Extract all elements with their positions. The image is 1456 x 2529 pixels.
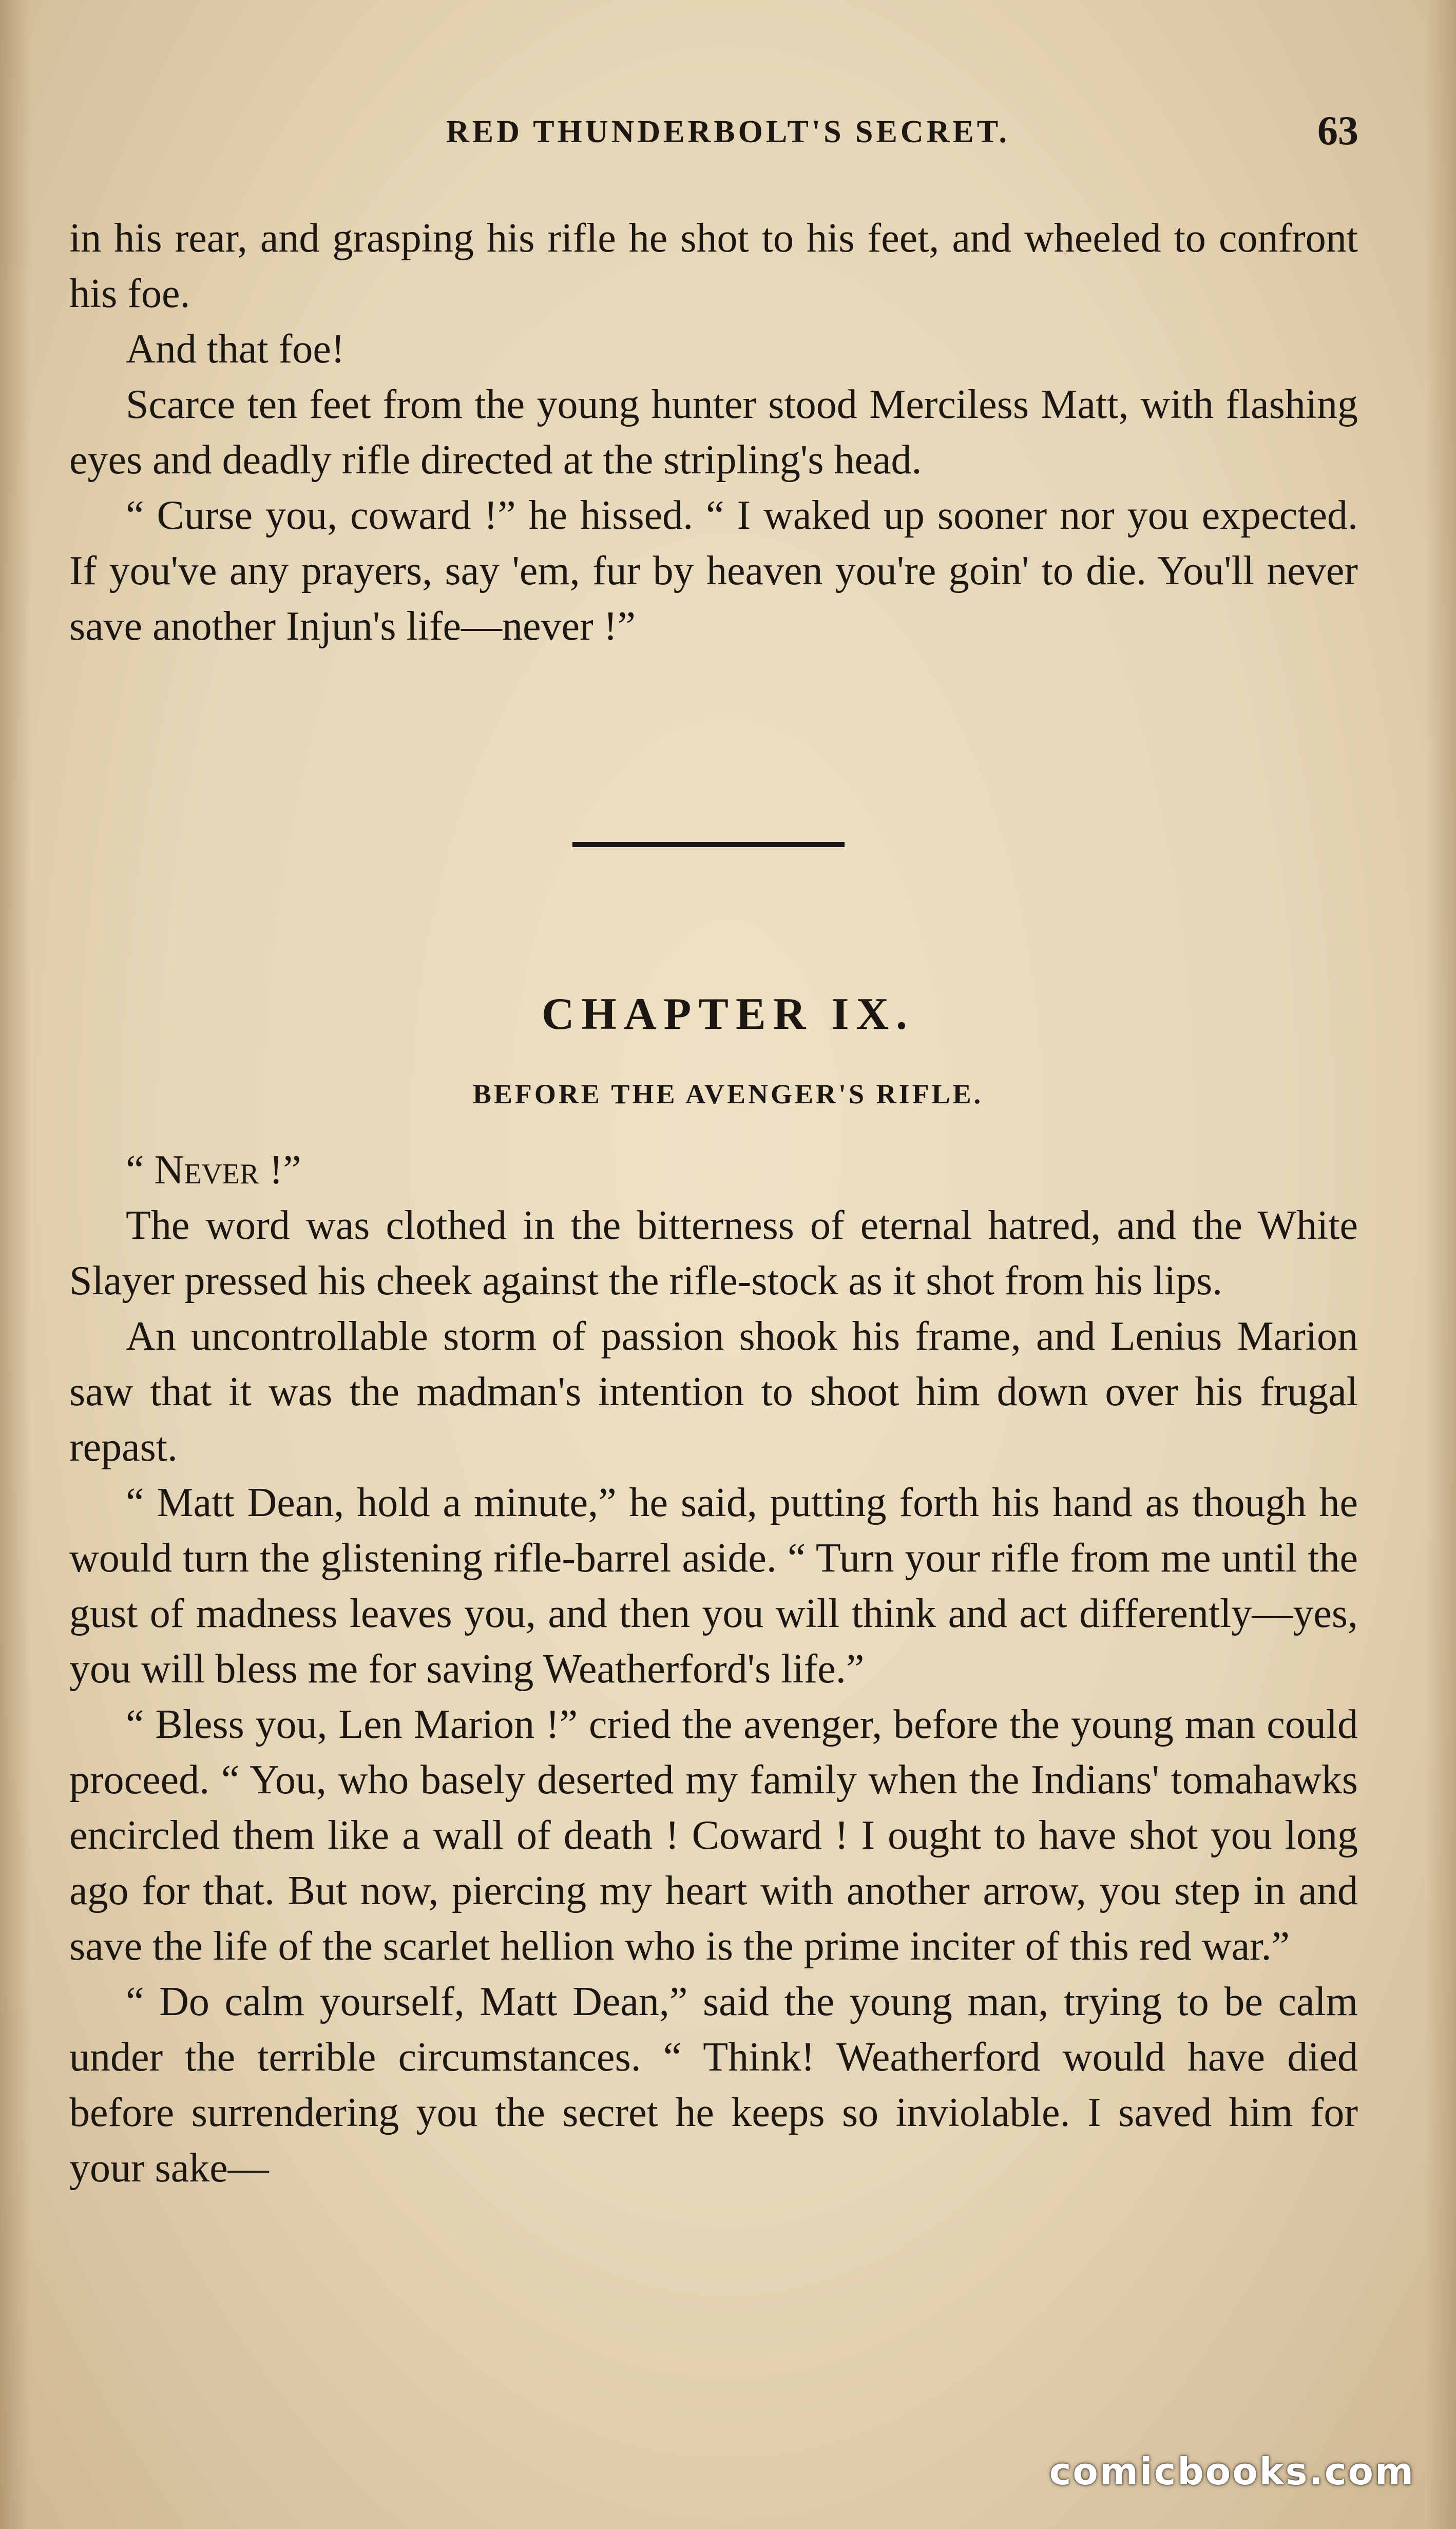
watermark-logo: comicbooks.com xyxy=(1049,2450,1415,2493)
page-edge-shadow-left xyxy=(0,0,31,2529)
section-divider xyxy=(572,842,845,847)
chapter-subtitle: BEFORE THE AVENGER'S RIFLE. xyxy=(472,1079,984,1109)
paragraph: An uncontrollable storm of passion shook his frame, and Lenius Marion saw that it was the madman's intention to shoot him down over his frugal repast. xyxy=(69,1314,1358,1470)
paragraph: “ Curse you, coward !” he hissed. “ I waked up sooner nor you expected. If you've any prayers, say 'em, fur by heaven you're goin' to die. You'll never save another Injun's life—never !” xyxy=(69,493,1358,649)
page-edge-shadow-right xyxy=(1425,0,1456,2529)
paragraph: Scarce ten feet from the young hunter stood Merciless Matt, with flashing eyes and deadly rifle directed at the stripling's head. xyxy=(69,382,1358,483)
paragraph-opening: “ Never !” xyxy=(126,1147,301,1193)
paragraph: “ Do calm yourself, Matt Dean,” said the young man, trying to be calm under the terrible circumstances. “ Think! Weatherford would have died before surrendering you the secret he keeps so inviolable. I saved him for your sake— xyxy=(69,1979,1358,2191)
chapter-title: CHAPTER IX. xyxy=(541,989,915,1039)
running-title: RED THUNDERBOLT'S SECRET. xyxy=(446,114,1010,149)
paragraph: “ Matt Dean, hold a minute,” he said, putting forth his hand as though he would turn the glistening rifle-barrel aside. “ Turn your rifle from me until the gust of madness leaves you, and then you will think and act differently—yes, you will bless me for saving Weatherford's life.” xyxy=(69,1480,1358,1692)
text-block-chapter-body xyxy=(69,1142,1358,2196)
paragraph: And that foe! xyxy=(126,327,345,372)
running-header xyxy=(0,103,1456,164)
paragraph: “ Bless you, Len Marion !” cried the avenger, before the young man could proceed. “ You, who basely deserted my family when the Indians' tomahawks encircled them like a wall of death ! Coward ! I ought to have shot you long ago for that. But now, piercing my heart with another arrow, you step in and save the life of the scarlet hellion who is the prime inciter of this red war.” xyxy=(69,1702,1358,1969)
paragraph: in his rear, and grasping his rifle he shot to his feet, and wheeled to confront his foe. xyxy=(69,216,1358,316)
text-block-before-chapter xyxy=(69,210,1358,654)
page-number: 63 xyxy=(1317,108,1358,154)
paragraph: The word was clothed in the bitterness of eternal hatred, and the White Slayer pressed his cheek against the rifle-stock as it shot from his lips. xyxy=(69,1203,1358,1304)
